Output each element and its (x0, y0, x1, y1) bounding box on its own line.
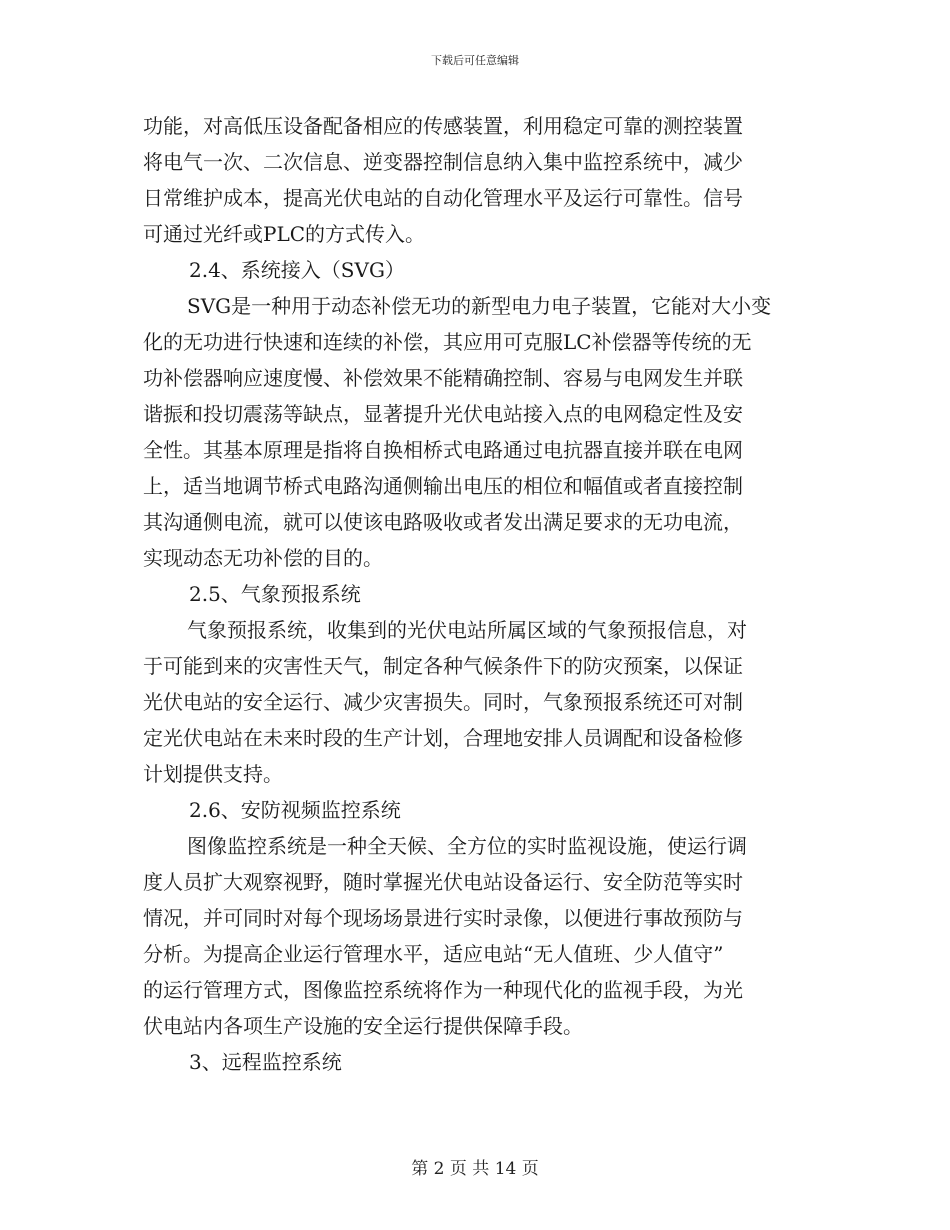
paragraph-line: 功补偿器响应速度慢、补偿效果不能精确控制、容易与电网发生并联 (143, 366, 743, 390)
section-heading: 2.5、气象预报系统 (189, 582, 361, 606)
paragraph-line: 情况，并可同时对每个现场场景进行实时录像，以便进行事故预防与 (143, 906, 743, 930)
paragraph-line: 度人员扩大观察视野，随时掌握光伏电站设备运行、安全防范等实时 (143, 870, 743, 894)
page-footer: 第 2 页 共 14 页 (411, 1159, 539, 1179)
paragraph-line: 日常维护成本，提高光伏电站的自动化管理水平及运行可靠性。信号 (143, 186, 743, 210)
paragraph-line: 计划提供支持。 (143, 762, 283, 786)
paragraph-line: 功能，对高低压设备配备相应的传感装置，利用稳定可靠的测控装置 (143, 114, 743, 138)
paragraph-line: 定光伏电站在未来时段的生产计划，合理地安排人员调配和设备检修 (143, 726, 743, 750)
document-body (143, 108, 811, 1080)
paragraph-line: 实现动态无功补偿的目的。 (143, 546, 383, 570)
header-note: 下载后可任意编辑 (431, 54, 519, 67)
paragraph-line: 分析。为提高企业运行管理水平，适应电站“无人值班、少人值守” (143, 942, 724, 966)
section-heading: 2.4、系统接入（SVG） (189, 258, 405, 282)
paragraph-line: 化的无功进行快速和连续的补偿，其应用可克服LC补偿器等传统的无 (143, 330, 752, 354)
paragraph-line: 全性。其基本原理是指将自换相桥式电路通过电抗器直接并联在电网 (143, 438, 743, 462)
paragraph-line: 可通过光纤或PLC的方式传入。 (143, 222, 426, 246)
paragraph-line: 其沟通侧电流，就可以使该电路吸收或者发出满足要求的无功电流， (143, 510, 743, 534)
paragraph-line: 上，适当地调节桥式电路沟通侧输出电压的相位和幅值或者直接控制 (143, 474, 743, 498)
paragraph-line: 谐振和投切震荡等缺点，显著提升光伏电站接入点的电网稳定性及安 (143, 402, 743, 426)
paragraph-line: 光伏电站的安全运行、减少灾害损失。同时，气象预报系统还可对制 (143, 690, 743, 714)
paragraph-line: 于可能到来的灾害性天气，制定各种气候条件下的防灾预案，以保证 (143, 654, 743, 678)
paragraph-line: 将电气一次、二次信息、逆变器控制信息纳入集中监控系统中，减少 (143, 150, 743, 174)
paragraph-line: 的运行管理方式，图像监控系统将作为一种现代化的监视手段，为光 (143, 978, 743, 1002)
section-heading: 2.6、安防视频监控系统 (189, 798, 401, 822)
paragraph-line: 伏电站内各项生产设施的安全运行提供保障手段。 (143, 1014, 583, 1038)
paragraph-line: 气象预报系统，收集到的光伏电站所属区域的气象预报信息，对 (187, 618, 747, 642)
paragraph-line: SVG是一种用于动态补偿无功的新型电力电子装置，它能对大小变 (187, 294, 772, 318)
section-heading: 3、远程监控系统 (189, 1050, 342, 1074)
paragraph-line: 图像监控系统是一种全天候、全方位的实时监视设施，使运行调 (187, 834, 747, 858)
